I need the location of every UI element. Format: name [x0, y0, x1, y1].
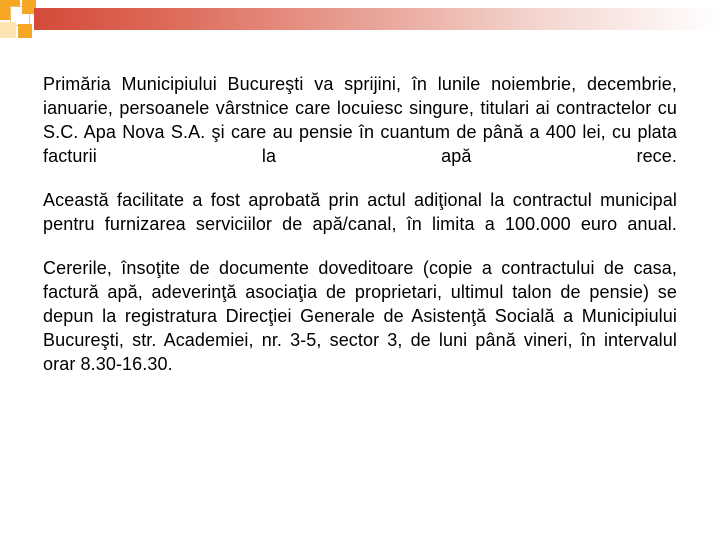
paragraph-support-announcement: Primăria Municipiului Bucureşti va sprijini, în lunile noiembrie, decembrie, ianuarie, persoanele vârstnice care locuiesc singure, titulari ai contractelor cu S.C. Apa Nova S.A. şi care au pensie în cuantum de până a 400 lei, cu plata facturii la apă rece.	[43, 74, 677, 166]
slide-body	[43, 72, 677, 396]
paragraph-facility-approval: Această facilitate a fost aprobată prin actul adiţional la contractul municipal pentru furnizarea serviciilor de apă/canal, în limita a 100.000 euro anual.	[43, 190, 677, 234]
decor-square	[0, 22, 16, 38]
decor-square	[18, 24, 32, 38]
paragraph-application-details: Cererile, însoţite de documente doveditoare (copie a contractului de casa, factură apă, adeverinţă asociaţia de proprietari, ultimul talon de pensie) se depun la registratura Direcţiei Generale de Asistenţă Socială a Municipiului Bucureşti, str. Academiei, nr. 3-5, sector 3, de luni până vineri, în intervalul orar 8.30-16.30.	[43, 258, 677, 374]
header-gradient-bar	[34, 8, 720, 30]
header-decoration	[0, 0, 720, 50]
